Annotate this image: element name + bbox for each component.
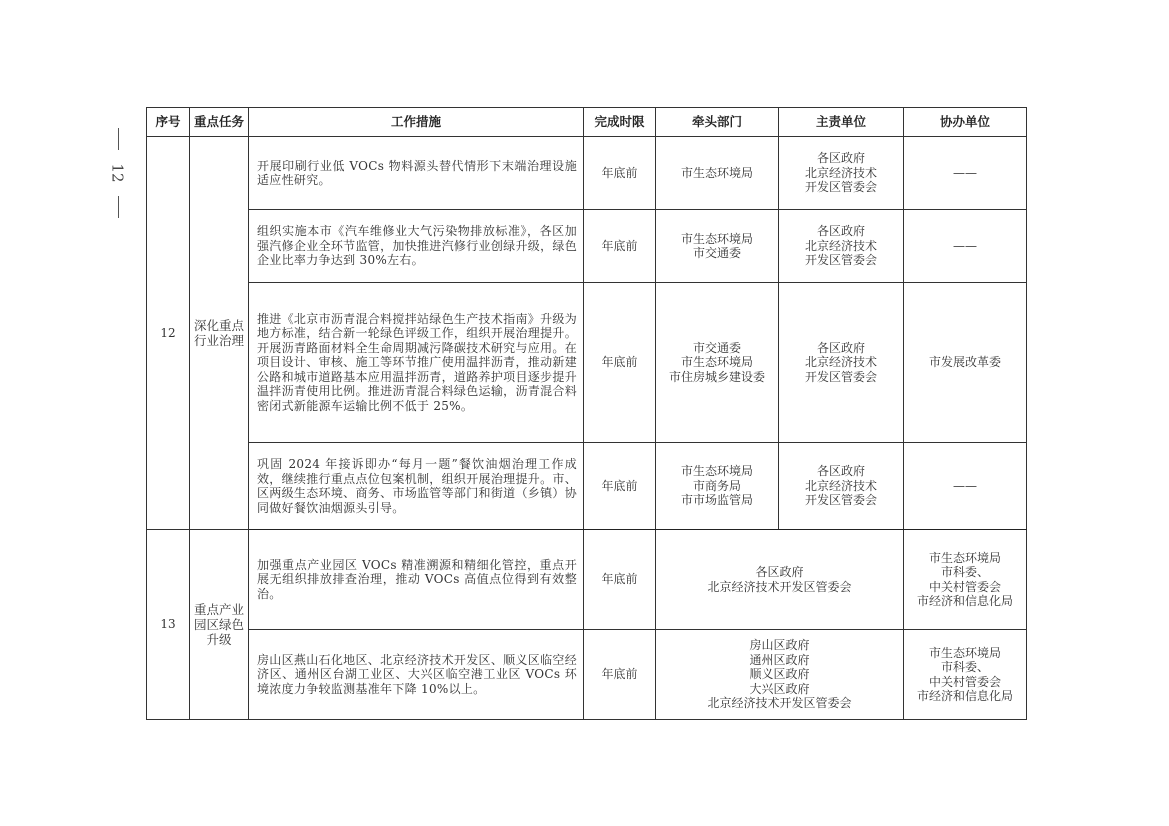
table-row bbox=[147, 283, 1027, 443]
row-responsible bbox=[779, 283, 904, 443]
assist-unit: 市生态环境局 bbox=[928, 550, 1001, 565]
row-task: 深化重点行业治理 bbox=[190, 137, 249, 530]
assist-unit: 中关村管委会 bbox=[928, 579, 1001, 594]
row-measure: 巩固 2024 年接诉即办“每月一题”餐饮油烟治理工作成效，继续推行重点点位包案机制，组织开展治理提升。市、区两级生态环境、商务、市场监管等部门和街道（乡镇）协同做好餐饮油烟源头引导。 bbox=[249, 443, 584, 530]
lead-unit: 市生态环境局 bbox=[680, 165, 753, 180]
responsible-unit: 顺义区政府 bbox=[749, 667, 810, 682]
row-index: 12 bbox=[147, 137, 190, 530]
row-lead bbox=[656, 210, 779, 283]
responsible-unit: 开发区管委会 bbox=[804, 493, 877, 508]
row-assist bbox=[904, 630, 1027, 720]
lead-unit: 市生态环境局 bbox=[680, 464, 753, 479]
responsible-unit: 北京经济技术 bbox=[804, 478, 877, 493]
row-deadline: 年底前 bbox=[584, 530, 656, 630]
responsible-unit: 房山区政府 bbox=[749, 638, 810, 653]
header-deadline: 完成时限 bbox=[584, 108, 656, 137]
task-table bbox=[146, 107, 1027, 720]
row-assist bbox=[904, 137, 1027, 210]
row-deadline: 年底前 bbox=[584, 283, 656, 443]
page-number: 12 bbox=[109, 163, 127, 183]
header-measure: 工作措施 bbox=[249, 108, 584, 137]
responsible-unit: 各区政府 bbox=[755, 565, 804, 579]
header-index: 序号 bbox=[147, 108, 190, 137]
responsible-unit: 各区政府 bbox=[816, 151, 865, 166]
responsible-unit: 北京经济技术 bbox=[804, 355, 877, 370]
table-row bbox=[147, 530, 1027, 630]
row-lead bbox=[656, 283, 779, 443]
table-row bbox=[147, 210, 1027, 283]
responsible-unit: 大兴区政府 bbox=[749, 681, 810, 696]
lead-unit: 市生态环境局 bbox=[680, 355, 753, 370]
row-deadline: 年底前 bbox=[584, 210, 656, 283]
lead-unit: 市商务局 bbox=[692, 478, 741, 493]
assist-unit: —— bbox=[953, 478, 977, 493]
responsible-unit: 北京经济技术开发区管委会 bbox=[707, 579, 852, 594]
row-lead-responsible-merged bbox=[656, 530, 904, 630]
responsible-unit: 各区政府 bbox=[816, 340, 865, 355]
assist-unit: 市科委、 bbox=[940, 660, 989, 674]
lead-unit: 市交通委 bbox=[692, 246, 741, 260]
row-deadline: 年底前 bbox=[584, 443, 656, 530]
page-number-dash-bottom bbox=[118, 196, 119, 218]
row-assist bbox=[904, 210, 1027, 283]
lead-unit: 市市场监管局 bbox=[680, 493, 753, 508]
assist-unit: 市经济和信息化局 bbox=[916, 689, 1013, 703]
row-measure: 开展印刷行业低 VOCs 物料源头替代情形下末端治理设施适应性研究。 bbox=[249, 137, 584, 210]
row-assist bbox=[904, 443, 1027, 530]
lead-unit: 市生态环境局 bbox=[680, 231, 753, 246]
table-row bbox=[147, 137, 1027, 210]
assist-unit: 市经济和信息化局 bbox=[916, 594, 1013, 608]
header-responsible: 主责单位 bbox=[779, 108, 904, 137]
row-lead bbox=[656, 443, 779, 530]
assist-unit: —— bbox=[953, 238, 977, 253]
responsible-unit: 各区政府 bbox=[816, 464, 865, 479]
page-number-margin bbox=[108, 128, 128, 218]
lead-unit: 市住房城乡建设委 bbox=[668, 369, 765, 384]
row-measure: 组织实施本市《汽车维修业大气污染物排放标准》，各区加强汽修企业全环节监管，加快推进汽修行业创绿升级，绿色企业比率力争达到 30%左右。 bbox=[249, 210, 584, 283]
row-index: 13 bbox=[147, 530, 190, 720]
row-measure: 房山区燕山石化地区、北京经济技术开发区、顺义区临空经济区、通州区台湖工业区、大兴区临空港工业区 VOCs 环境浓度力争较监测基准年下降 10%以上。 bbox=[249, 630, 584, 720]
table-header-row bbox=[147, 108, 1027, 137]
header-task: 重点任务 bbox=[190, 108, 249, 137]
row-responsible bbox=[779, 443, 904, 530]
row-deadline: 年底前 bbox=[584, 137, 656, 210]
responsible-unit: 北京经济技术 bbox=[804, 165, 877, 180]
responsible-unit: 开发区管委会 bbox=[804, 180, 877, 195]
table-row bbox=[147, 630, 1027, 720]
responsible-unit: 通州区政府 bbox=[749, 652, 810, 667]
page-number-dash-top bbox=[118, 128, 119, 150]
row-assist bbox=[904, 283, 1027, 443]
assist-unit: 中关村管委会 bbox=[928, 674, 1001, 689]
assist-unit: 市生态环境局 bbox=[928, 645, 1001, 660]
responsible-unit: 北京经济技术 bbox=[804, 238, 877, 253]
row-assist bbox=[904, 530, 1027, 630]
row-responsible bbox=[779, 137, 904, 210]
row-deadline: 年底前 bbox=[584, 630, 656, 720]
assist-unit: —— bbox=[953, 165, 977, 180]
table-row bbox=[147, 443, 1027, 530]
row-measure: 推进《北京市沥青混合料搅拌站绿色生产技术指南》升级为地方标准，结合新一轮绿色评级工作，组织开展治理提升。开展沥青路面材料全生命周期减污降碳技术研究与应用。在项目设计、审核、施工等环节推广使用温拌沥青，推动新建公路和城市道路基本应用温拌沥青，道路养护项目逐步提升温拌沥青使用比例。推进沥青混合料绿色运输，沥青混合料密闭式新能源车运输比例不低于 25%。 bbox=[249, 283, 584, 443]
responsible-unit: 开发区管委会 bbox=[804, 369, 877, 384]
row-measure: 加强重点产业园区 VOCs 精准溯源和精细化管控，重点开展无组织排放排查治理，推动 VOCs 高值点位得到有效整治。 bbox=[249, 530, 584, 630]
header-lead: 牵头部门 bbox=[656, 108, 779, 137]
responsible-unit: 开发区管委会 bbox=[804, 253, 877, 268]
responsible-unit: 各区政府 bbox=[816, 224, 865, 239]
row-lead bbox=[656, 137, 779, 210]
responsible-unit: 北京经济技术开发区管委会 bbox=[707, 696, 852, 711]
assist-unit: 市发展改革委 bbox=[928, 355, 1001, 370]
lead-unit: 市交通委 bbox=[692, 340, 741, 355]
assist-unit: 市科委、 bbox=[940, 565, 989, 579]
row-task: 重点产业园区绿色升级 bbox=[190, 530, 249, 720]
header-assist: 协办单位 bbox=[904, 108, 1027, 137]
row-lead-responsible-merged bbox=[656, 630, 904, 720]
row-responsible bbox=[779, 210, 904, 283]
